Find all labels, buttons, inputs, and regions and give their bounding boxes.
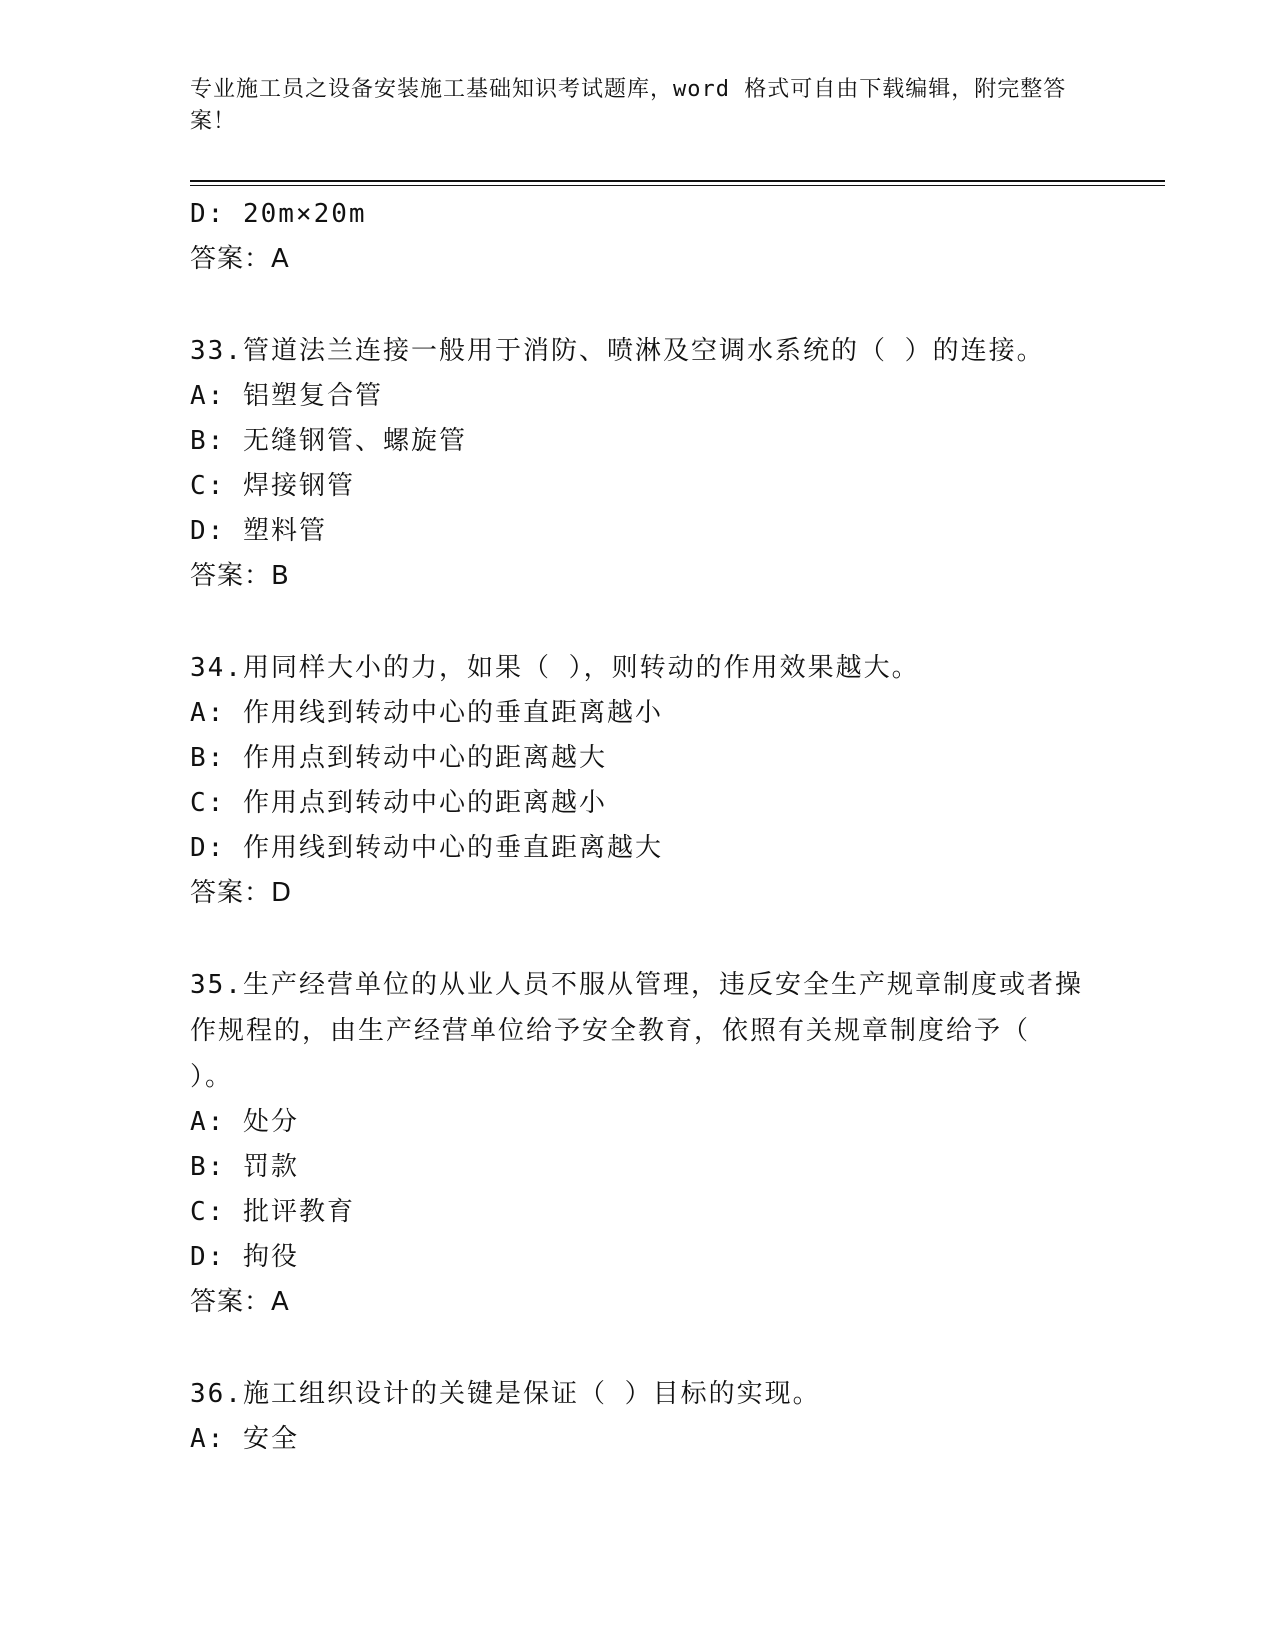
question-34-option-b: B: 作用点到转动中心的距离越大 [190, 743, 607, 773]
question-33-option-c: C: 焊接钢管 [190, 471, 355, 501]
question-34-option-d: D: 作用线到转动中心的垂直距离越大 [190, 833, 663, 863]
question-34-text: 34.用同样大小的力，如果（ ），则转动的作用效果越大。 [190, 653, 920, 683]
header-divider-thin [190, 185, 1165, 186]
question-33-option-a: A: 铝塑复合管 [190, 381, 383, 411]
question-33-answer: 答案：B [190, 561, 290, 591]
prev-option-d: D: 20m×20m [190, 199, 367, 229]
document-header: 专业施工员之设备安装施工基础知识考试题库，word 格式可自由下载编辑，附完整答案！ [190, 77, 1067, 134]
question-33-option-b: B: 无缝钢管、螺旋管 [190, 426, 467, 456]
question-35-text: 35.生产经营单位的从业人员不服从管理，违反安全生产规章制度或者操作规程的，由生产经营单位给予安全教育，依照有关规章制度给予（ ）。 [190, 970, 1083, 1092]
question-33-option-d: D: 塑料管 [190, 516, 327, 546]
question-36-text: 36.施工组织设计的关键是保证（ ）目标的实现。 [190, 1379, 821, 1409]
question-35-option-d: D: 拘役 [190, 1242, 299, 1272]
question-35-option-b: B: 罚款 [190, 1152, 299, 1182]
question-33-text: 33.管道法兰连接一般用于消防、喷淋及空调水系统的（ ）的连接。 [190, 336, 1045, 366]
question-35-answer: 答案：A [190, 1287, 290, 1317]
question-34-option-a: A: 作用线到转动中心的垂直距离越小 [190, 698, 663, 728]
question-35-option-c: C: 批评教育 [190, 1197, 355, 1227]
question-36-option-a: A: 安全 [190, 1424, 299, 1454]
question-34-answer: 答案：D [190, 878, 293, 908]
question-35-option-a: A: 处分 [190, 1107, 299, 1137]
header-divider-thick [190, 180, 1165, 182]
prev-answer: 答案：A [190, 244, 290, 274]
question-34-option-c: C: 作用点到转动中心的距离越小 [190, 788, 607, 818]
question-list [190, 192, 1090, 1462]
